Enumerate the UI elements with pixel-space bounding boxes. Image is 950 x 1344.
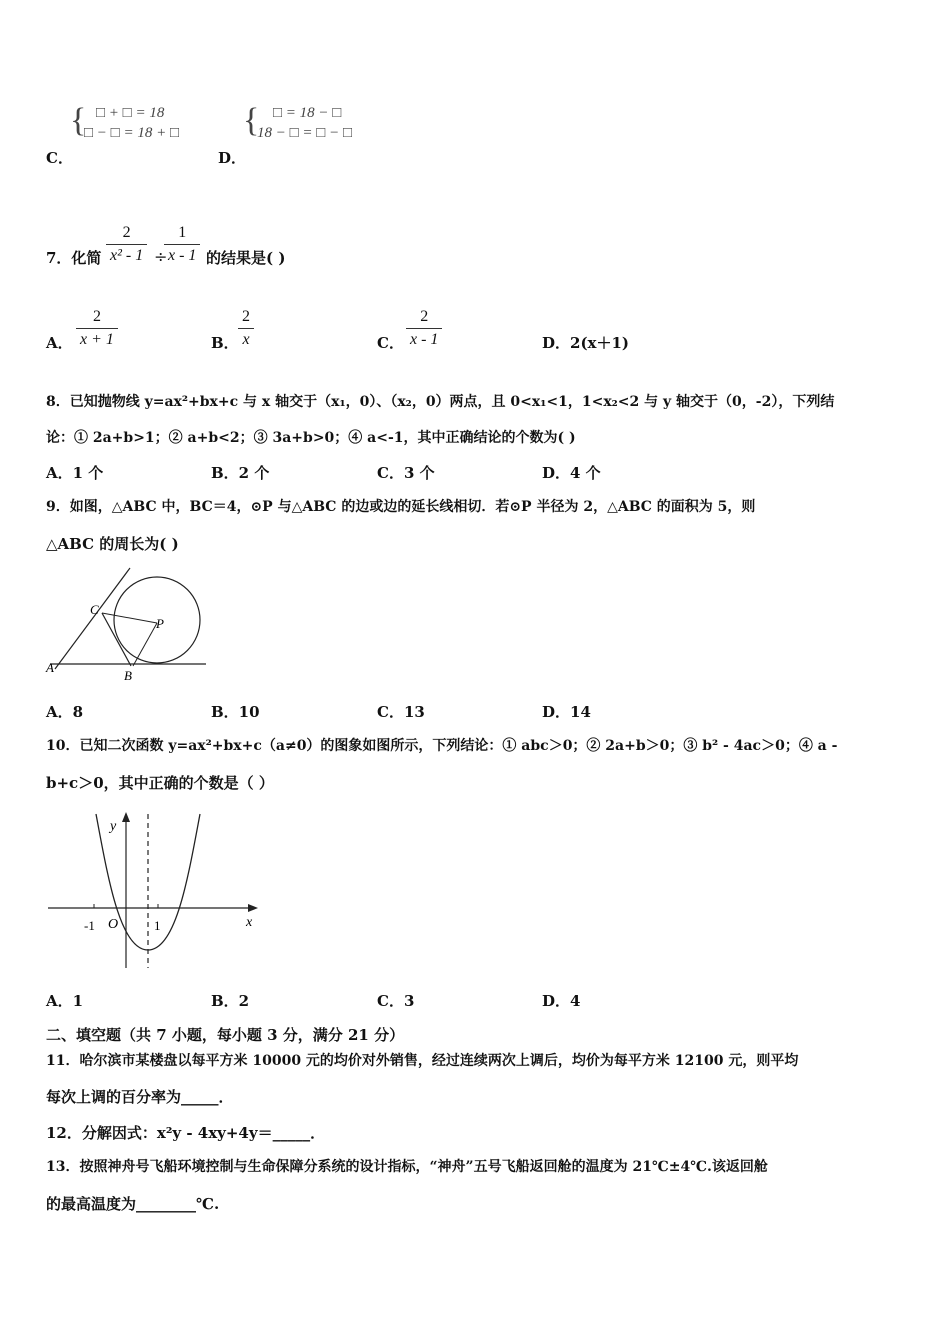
q11-line1: 11．哈尔滨市某楼盘以每平方米 10000 元的均价对外销售，经过连续两次上调后，均价为每平方米 12100 元，则平均 [46, 1053, 799, 1069]
q7-option-c-fraction [406, 306, 442, 351]
q7-fraction-2 [164, 222, 200, 267]
q8-option-b: B．2 个 [211, 464, 270, 482]
line-ac-extended [55, 568, 130, 669]
option-c-line2: □ − □ = 18 + □ [84, 125, 180, 141]
section-2-heading: 二、填空题（共 7 小题，每小题 3 分，满分 21 分） [46, 1026, 405, 1044]
system-brace-d: { [243, 102, 260, 139]
label-c: C [90, 602, 99, 617]
fraction-denominator: x² - 1 [110, 247, 144, 264]
q7-option-d: D．2(x＋1) [542, 334, 630, 352]
q9-option-b: B．10 [211, 703, 260, 721]
system-brace-c: { [70, 102, 87, 139]
fraction-numerator: 2 [106, 222, 147, 245]
q7-fraction-1 [106, 222, 147, 267]
q10-line1: 10．已知二次函数 y=ax²+bx+c（a≠0）的图象如图所示，下列结论：① abc＞0；② 2a+b＞0；③ b² - 4ac＞0；④ a - [46, 738, 838, 754]
segment-cb [102, 613, 131, 666]
option-d-system [257, 103, 352, 143]
q10-option-a: A．1 [46, 992, 84, 1010]
q9-line1: 9．如图，△ABC 中，BC＝4，⊙P 与△ABC 的边或边的延长线相切．若⊙P 半径为 2，△ABC 的面积为 5，则 [46, 499, 756, 515]
fraction-denominator: x - 1 [168, 247, 197, 264]
label-origin: O [108, 917, 119, 932]
q10-option-c: C．3 [377, 992, 415, 1010]
q7-prefix: 7．化简 [46, 249, 102, 267]
q6-option-d-label: D． [218, 149, 247, 167]
divide-sign: ÷ [154, 247, 168, 266]
option-d-line2: 18 − □ = □ − □ [257, 125, 353, 141]
option-d-line1: □ = 18 − □ [273, 105, 342, 121]
option-c-system [84, 103, 179, 143]
q9-line2: △ABC 的周长为( ) [46, 535, 179, 553]
q7-option-a-fraction [76, 306, 118, 351]
q6-option-c-label: C． [46, 149, 73, 167]
q9-figure [44, 562, 214, 687]
fraction-numerator: 2 [76, 306, 118, 329]
q10-option-d: D．4 [542, 992, 581, 1010]
fraction-numerator: 2 [238, 306, 254, 329]
q8-option-c: C．3 个 [377, 464, 435, 482]
q8-option-d: D．4 个 [542, 464, 601, 482]
q9-option-c: C．13 [377, 703, 425, 721]
q8-line1: 8．已知抛物线 y=ax²+bx+c 与 x 轴交于（x₁，0）、（x₂，0）两点，且 0<x₁<1，1<x₂<2 与 y 轴交于（0，-2），下列结 [46, 394, 835, 410]
label-p: P [156, 616, 164, 631]
q8-line2: 论：① 2a+b>1；② a+b<2；③ 3a+b>0；④ a<-1，其中正确结论的个数为( ) [46, 430, 576, 446]
fraction-numerator: 1 [164, 222, 200, 245]
q8-option-a: A．1 个 [46, 464, 104, 482]
q7-option-c-label: C． [377, 334, 404, 352]
x-axis-arrow-icon [248, 904, 258, 912]
q7-suffix: 的结果是( ) [206, 249, 286, 267]
q7-option-a-label: A． [46, 334, 73, 352]
fraction-denominator: x - 1 [410, 331, 439, 348]
q12-text: 12．分解因式：x²y - 4xy+4y＝_____． [46, 1124, 326, 1142]
segment-cp [102, 613, 157, 623]
q9-option-d: D．14 [542, 703, 591, 721]
label-a: A [46, 660, 54, 675]
q11-line2: 每次上调的百分率为_____． [46, 1088, 234, 1106]
fraction-denominator: x + 1 [80, 331, 114, 348]
q7-option-b-fraction [238, 306, 254, 351]
label-minus-one: -1 [84, 918, 95, 933]
option-c-line1: □ + □ = 18 [96, 105, 165, 121]
segment-pb [133, 623, 157, 666]
q10-line2: b+c＞0，其中正确的个数是（ ） [46, 774, 274, 792]
q10-option-b: B．2 [211, 992, 250, 1010]
q7-option-b-label: B． [211, 334, 239, 352]
q9-option-a: A．8 [46, 703, 84, 721]
q10-figure [44, 808, 264, 973]
q13-line2: 的最高温度为________℃. [46, 1195, 220, 1213]
label-one: 1 [154, 918, 161, 933]
fraction-denominator: x [242, 331, 250, 348]
label-y: y [110, 819, 117, 834]
label-x: x [246, 915, 253, 930]
label-b: B [124, 668, 132, 683]
y-axis-arrow-icon [122, 812, 130, 822]
fraction-numerator: 2 [406, 306, 442, 329]
q13-line1: 13．按照神舟号飞船环境控制与生命保障分系统的设计指标，“神舟”五号飞船返回舱的温度为 21℃±4℃.该返回舱 [46, 1159, 768, 1175]
